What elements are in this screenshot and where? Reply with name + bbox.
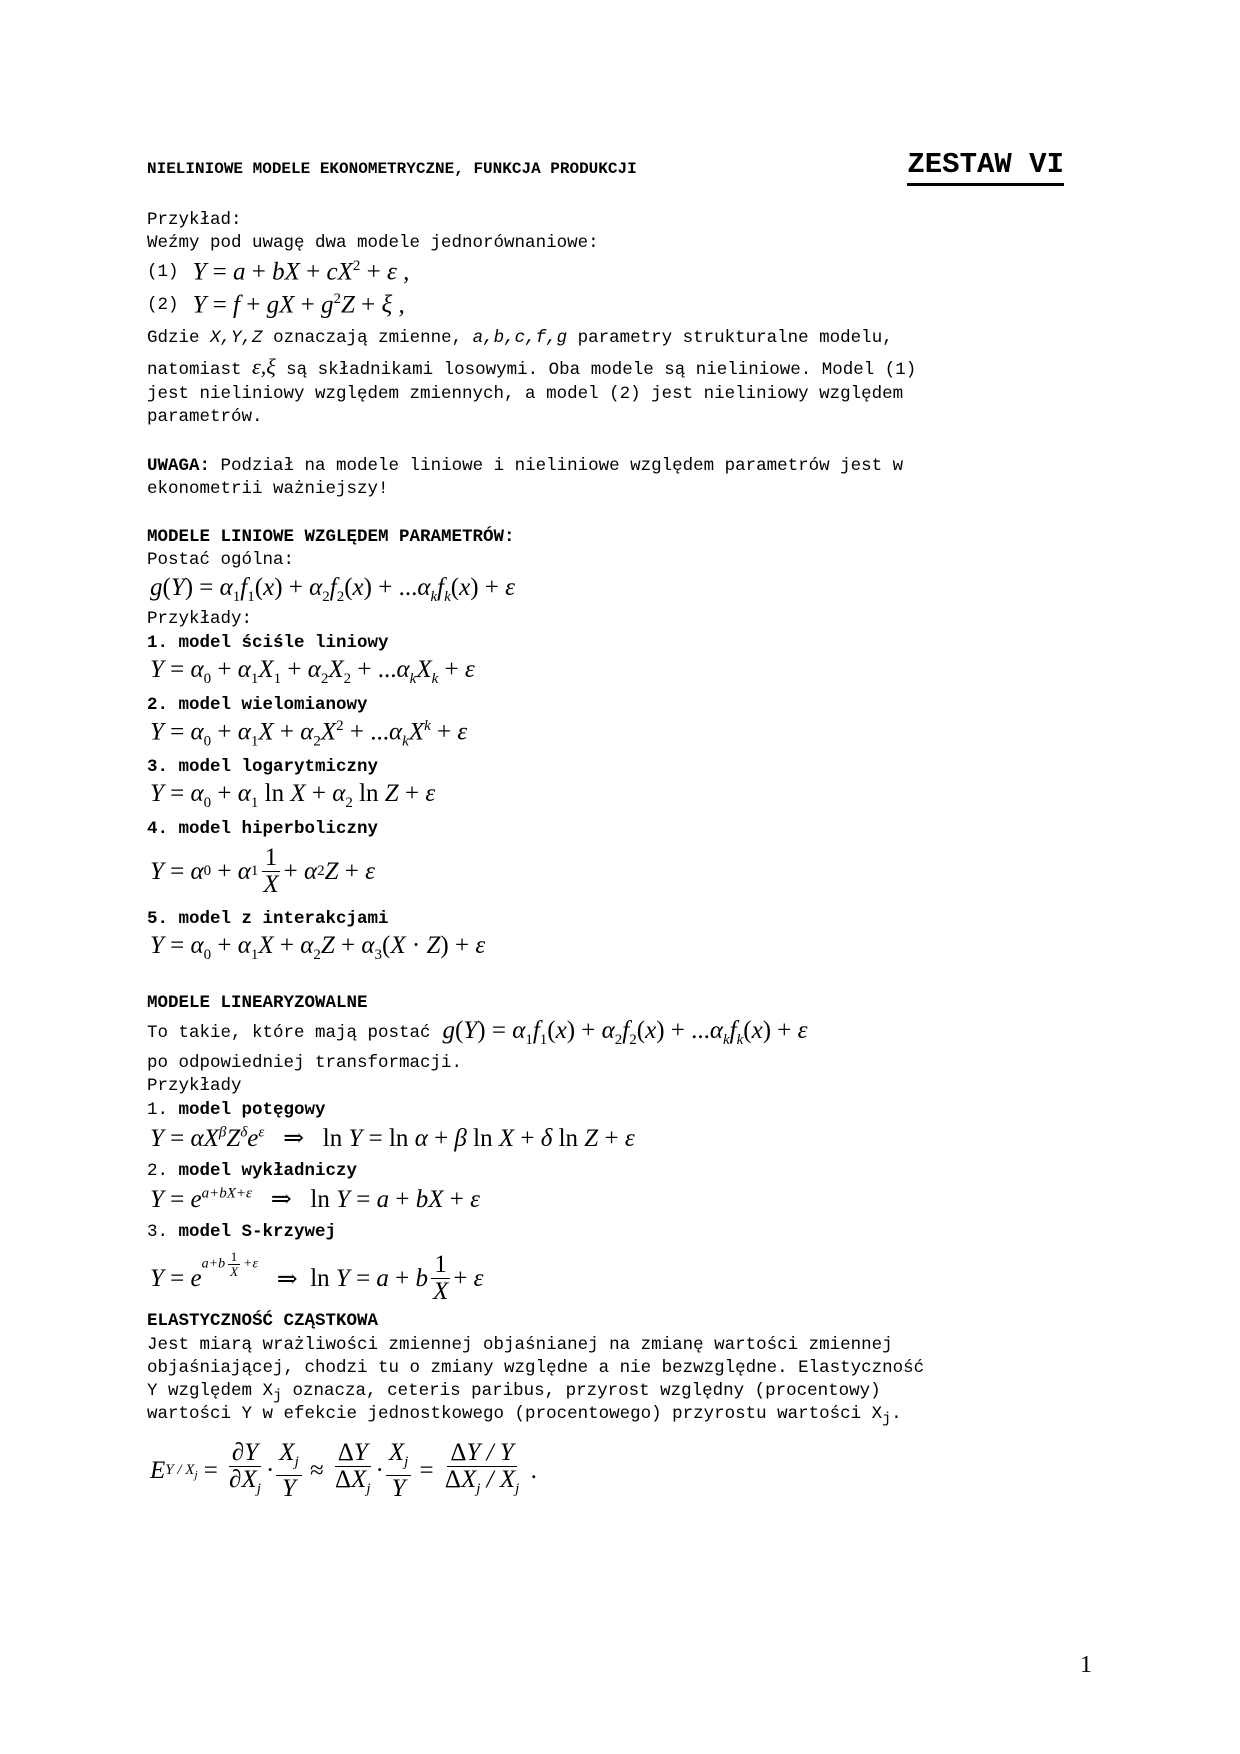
fraction-1-over-x: $\frac{1}{X}$ bbox=[263, 844, 279, 898]
linearizable-heading: MODELE LINEARYZOWALNE bbox=[147, 993, 368, 1013]
linear-item-3: 3. model logarytmiczny bbox=[147, 757, 379, 777]
general-form-formula: $g(Y) = \alpha_1f_1(x) + \alpha_2f_2(x) + ...\alpha_kf_k(x) + \varepsilon$ bbox=[150, 574, 515, 605]
where-line-2: natomiast ε,ξ są składnikami losowymi. Oba modele są nieliniowe. Model (1) bbox=[147, 354, 917, 380]
linear-formula-4: Y = α 0 + α 1 $\frac{1}{X}$ + α 2 Z + ε bbox=[150, 844, 376, 898]
elasticity-heading: ELASTYCZNOŚĆ CZĄSTKOWA bbox=[147, 1311, 379, 1331]
note-line-1: UWAGA: Podział na modele liniowe i nieliniowe względem parametrów jest w bbox=[147, 456, 904, 476]
linearizable-examples-label: Przykłady bbox=[147, 1076, 242, 1096]
linear-item-2: 2. model wielomianowy bbox=[147, 695, 368, 715]
example-label: Przykład: bbox=[147, 210, 242, 230]
linearizable-item-2: 2. model wykładniczy bbox=[147, 1161, 358, 1181]
linearizable-desc-line-1: To takie, które mają postać $g(Y) = \alpha_1f_1(x) + \alpha_2f_2(x) + ...\alpha_kf_k(x) + \varepsilon$ bbox=[147, 1017, 808, 1048]
linear-formula-2: $Y = \alpha_0 + \alpha_1X + \alpha_2X^2 + ...\alpha_kX^k + \varepsilon$ bbox=[150, 718, 468, 750]
linearizable-item-3: 3. model S-krzywej bbox=[147, 1222, 337, 1242]
note-line-2: ekonometrii ważniejszy! bbox=[147, 479, 389, 499]
linear-examples-label: Przykłady: bbox=[147, 609, 253, 629]
linearizable-formula-3: Y = e $^{a+b \frac{1}{X} +\varepsilon}$ ⇒ ln Y = a + b $\frac{1}{X}$ + ε bbox=[150, 1249, 484, 1305]
linear-formula-5: $Y = \alpha_0 + \alpha_1X + \alpha_2Z + \alpha_3(X \cdot Z) + \varepsilon$ bbox=[150, 932, 486, 963]
note-label: UWAGA: bbox=[147, 456, 211, 476]
set-title: ZESTAW VI bbox=[907, 148, 1064, 186]
elasticity-formula: E Y / $X_j$ = $\frac{\partial Y}{\partial X_j}$ · $\frac{X_j}{Y}$ ≈ $\frac{\Delta Y}{\Delta X_j}$ · $\frac{X_j}{Y}$ = $\frac{\Delta Y / Y}{\Delta X_j / X_j}$ . bbox=[150, 1439, 537, 1502]
linearizable-formula-2: $Y = e^{a+bX+\varepsilon}$ ⇒ ln Y = a + bX + ε bbox=[150, 1185, 480, 1213]
page-number: 1 bbox=[1080, 1652, 1092, 1678]
linear-item-5: 5. model z interakcjami bbox=[147, 909, 389, 929]
elasticity-line-3: Y względem $X_j$ oznacza, ceteris paribus, przyrost względny (procentowy) bbox=[147, 1381, 881, 1405]
consider-line: Weźmy pod uwagę dwa modele jednorównaniowe: bbox=[147, 233, 599, 253]
where-line-3: jest nieliniowy względem zmiennych, a model (2) jest nieliniowy względem bbox=[147, 384, 904, 404]
elasticity-line-2: objaśniającej, chodzi tu o zmiany względne a nie bezwzględne. Elastyczność bbox=[147, 1358, 925, 1378]
linear-formula-1: $Y = \alpha_0 + \alpha_1X_1 + \alpha_2X_2 + ...\alpha_kX_k + \varepsilon$ bbox=[150, 656, 475, 687]
equation-2-label: (2) bbox=[147, 294, 179, 315]
elasticity-line-4: wartości Y w efekcie jednostkowego (procentowego) przyrostu wartości $X_j$. bbox=[147, 1404, 902, 1428]
equation-1 bbox=[147, 258, 409, 286]
general-form-label: Postać ogólna: bbox=[147, 550, 295, 570]
equation-2 bbox=[147, 291, 405, 319]
linearizable-general-formula: $g(Y) = \alpha_1f_1(x) + \alpha_2f_2(x) + ...\alpha_kf_k(x) + \varepsilon$ bbox=[442, 1017, 808, 1048]
linear-item-1: 1. model ściśle liniowy bbox=[147, 633, 389, 653]
linearizable-item-1: 1. model potęgowy bbox=[147, 1100, 326, 1120]
linear-item-4: 4. model hiperboliczny bbox=[147, 819, 379, 839]
linearizable-formula-1: $Y = \alpha X^\beta Z^\delta e^\varepsilon$ ⇒ ln Y = ln α + β ln X + δ ln Z + ε bbox=[150, 1124, 635, 1152]
elasticity-line-1: Jest miarą wrażliwości zmiennej objaśnianej na zmianę wartości zmiennej bbox=[147, 1335, 893, 1355]
linear-formula-3: $Y = \alpha_0 + \alpha_1$ $\ln X + \alpha_2$ ln Z + ε bbox=[150, 780, 436, 811]
document-title: NIELINIOWE MODELE EKONOMETRYCZNE, FUNKCJA PRODUKCJI bbox=[147, 160, 637, 178]
linear-heading: MODELE LINIOWE WZGLĘDEM PARAMETRÓW: bbox=[147, 527, 515, 547]
equation-2-formula: Y = f + gX + $g^2Z + \xi$ , bbox=[192, 291, 405, 319]
equation-1-label: (1) bbox=[147, 261, 179, 282]
where-line-1: Gdzie X,Y,Z oznaczają zmienne, a,b,c,f,g parametry strukturalne modelu, bbox=[147, 328, 893, 348]
where-line-4: parametrów. bbox=[147, 407, 263, 427]
equation-1-formula: Y = a + bX + $cX^2 + \varepsilon$ , bbox=[192, 258, 410, 286]
linearizable-desc-line-2: po odpowiedniej transformacji. bbox=[147, 1053, 463, 1073]
